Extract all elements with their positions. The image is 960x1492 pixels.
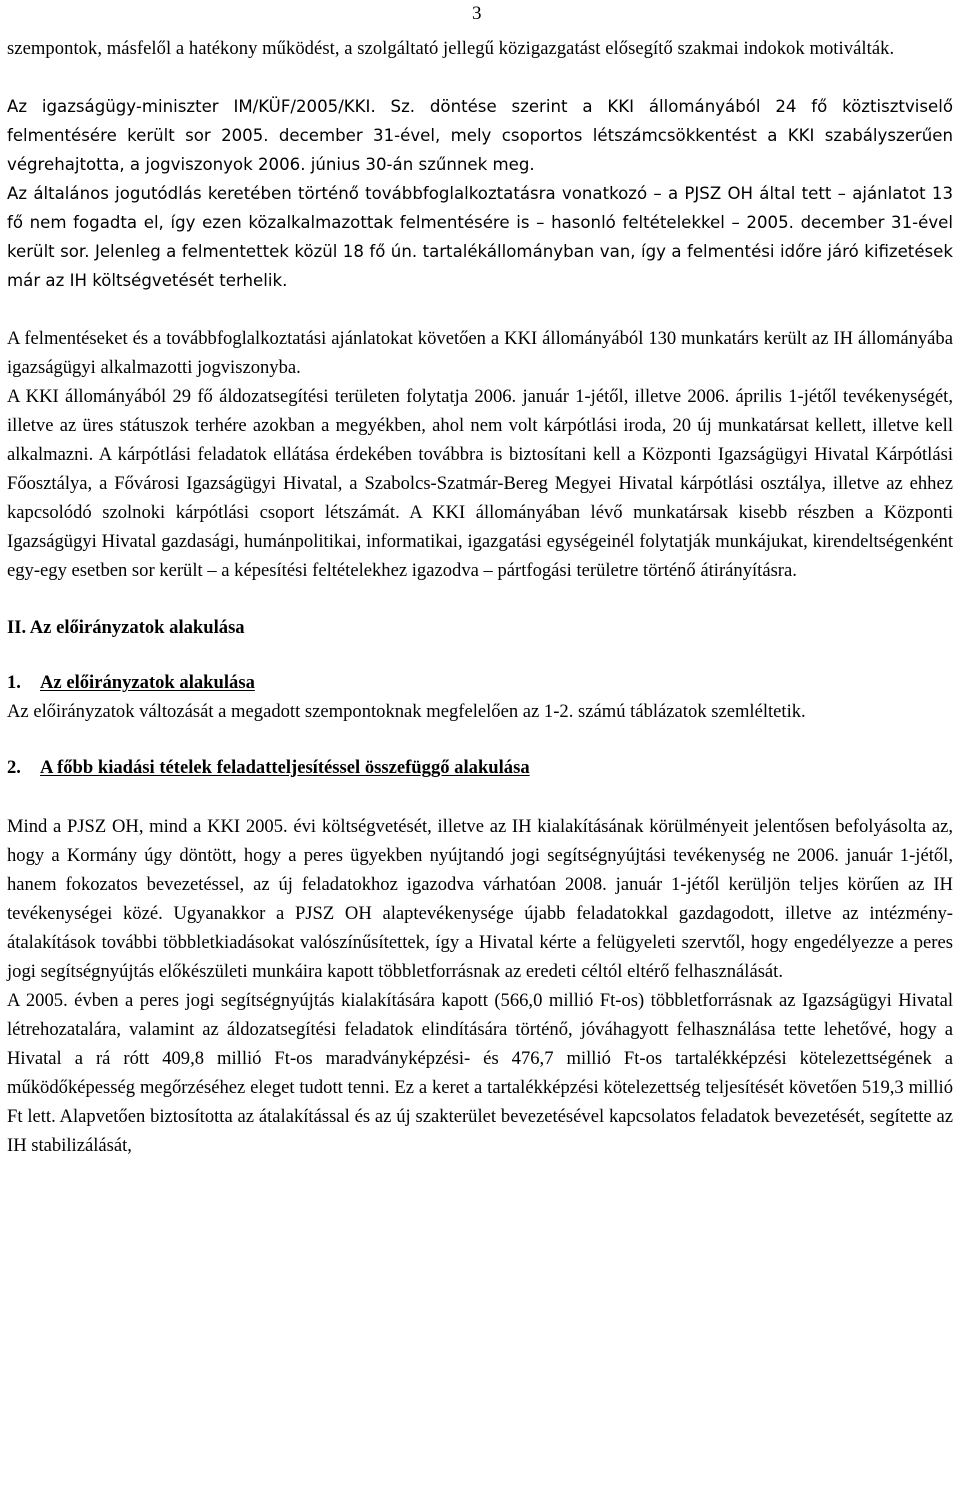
document-body bbox=[7, 34, 953, 1160]
subheading-1-title: Az előirányzatok alakulása bbox=[40, 672, 255, 693]
subheading-2 bbox=[7, 753, 953, 782]
paragraph-2: Az igazságügy-miniszter IM/KÜF/2005/KKI. Sz. döntése szerint a KKI állományából 24 fő köztisztviselő felmentésére került sor 2005. december 31-ével, mely csoportos létszámcsökkentést a KKI szabályszerűen végrehajtotta, a jogviszonyok 2006. június 30-án szűnnek meg. bbox=[7, 97, 953, 174]
subheading-2-number: 2. bbox=[7, 757, 21, 778]
spacer bbox=[7, 295, 953, 324]
spacer bbox=[7, 782, 953, 812]
section-heading: II. Az előirányzatok alakulása bbox=[7, 617, 245, 638]
spacer bbox=[7, 642, 953, 668]
paragraph-5: A KKI állományából 29 fő áldozatsegítési területen folytatja 2006. január 1-jétől, illetve 2006. április 1-jétől tevékenységét, illetve az üres státuszok terhére azokban a megyékben, ahol nem volt kárpótlási iroda, 20 új munkatársat kellett, illetve kell alkalmazni. A kárpótlási feladatok ellátása érdekében továbbra is biztosítani kell a Központi Igazságügyi Hivatal Kárpótlási Főosztálya, a Fővárosi Igazságügyi Hivatal, a Szabolcs-Szatmár-Bereg Megyei Hivatal kárpótlási osztálya, illetve az ehhez kapcsolódó szolnoki kárpótlási csoport létszámát. A KKI állományában lévő munkatársak kisebb részben a Központi Igazságügyi Hivatal gazdasági, humánpolitikai, informatikai, igazgatási egységeinél folytatják munkájukat, kirendeltségenként egy-egy esetben sor került – a képesítési feltételekhez igazodva – pártfogási területre történő átirányításra. bbox=[7, 386, 953, 581]
spacer bbox=[7, 585, 953, 613]
subheading-1-number: 1. bbox=[7, 672, 21, 693]
subheading-1 bbox=[7, 668, 953, 697]
page-number: 3 bbox=[472, 3, 482, 24]
paragraph-1: szempontok, másfelől a hatékony működést, a szolgáltató jellegű közigazgatást elősegítő szakmai indokok motiválták. bbox=[7, 38, 895, 59]
subheading-2-title: A főbb kiadási tételek feladatteljesítéssel összefüggő alakulása bbox=[40, 757, 530, 778]
spacer bbox=[7, 63, 953, 92]
paragraph-7: Mind a PJSZ OH, mind a KKI 2005. évi költségvetését, illetve az IH kialakításának körülményeit jelentősen befolyásolta az, hogy a Kormány úgy döntött, hogy a peres ügyekben nyújtandó jogi segítségnyújtási tevékenység ne 2006. január 1-jétől, hanem fokozatos bevezetéssel, az új feladatokhoz igazodva várhatóan 2008. január 1-jétől kerüljön teljes körűen az IH tevékenységei közé. Ugyanakkor a PJSZ OH alaptevékenysége újabb feladatokkal gazdagodott, illetve az intézmény-átalakítások további többletkiadásokat valószínűsítettek, így a Hivatal kérte a felügyeleti szervtől, hogy engedélyezze a peres jogi segítségnyújtás előkészületi munkáira kapott többletforrásnak az eredeti céltól eltérő felhasználását. bbox=[7, 816, 953, 982]
paragraph-4: A felmentéseket és a továbbfoglalkoztatási ajánlatokat követően a KKI állományából 130 munkatárs került az IH állományába igazságügyi alkalmazotti jogviszonyba. bbox=[7, 328, 953, 378]
spacer bbox=[7, 726, 953, 753]
paragraph-8: A 2005. évben a peres jogi segítségnyújtás kialakítására kapott (566,0 millió Ft-os) többletforrásnak az Igazságügyi Hivatal létrehozatalára, valamint az áldozatsegítési feladatok elindítására történő, jóváhagyott felhasználása tette lehetővé, hogy a Hivatal a rá rótt 409,8 millió Ft-os maradványképzési- és 476,7 millió Ft-os tartalékképzési kötelezettségének a működőképesség megőrzéséhez eleget tudott tenni. Ez a keret a tartalékképzési kötelezettség teljesítését követően 519,3 millió Ft lett. Alapvetően biztosította az átalakítással és az új szakterület bevezetésével kapcsolatos feladatok bevezetését, segítette az IH stabilizálását, bbox=[7, 990, 953, 1156]
paragraph-3: Az általános jogutódlás keretében történő továbbfoglalkoztatásra vonatkozó – a PJSZ OH által tett – ajánlatot 13 fő nem fogadta el, így ezen közalkalmazottak felmentésére is – hasonló feltételekkel – 2005. december 31-ével került sor. Jelenleg a felmentettek közül 18 fő ún. tartalékállományban van, így a felmentési időre járó kifizetések már az IH költségvetését terhelik. bbox=[7, 184, 953, 290]
paragraph-6: Az előirányzatok változását a megadott szempontoknak megfelelően az 1-2. számú táblázatok szemléltetik. bbox=[7, 701, 806, 722]
